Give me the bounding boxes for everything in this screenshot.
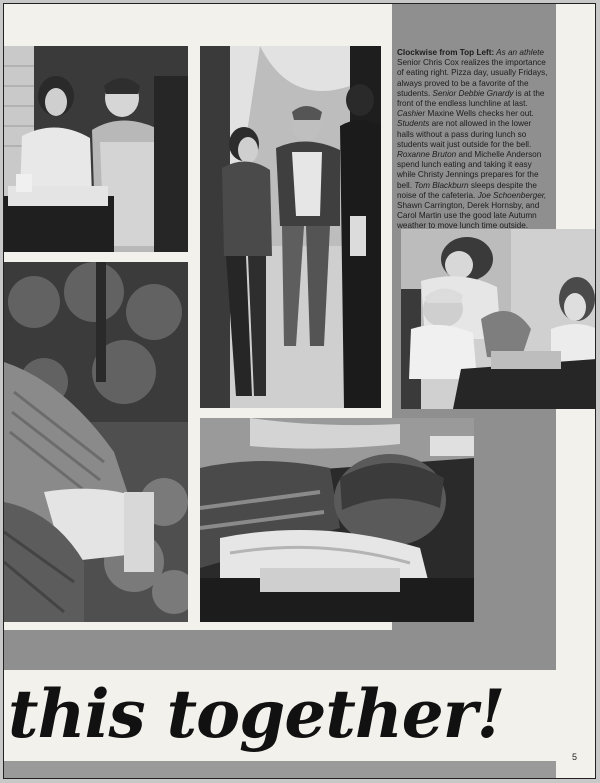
caption-segment: Roxanne Bruton bbox=[397, 150, 457, 160]
photo-doorway bbox=[200, 46, 381, 408]
photo-cafeteria-table bbox=[401, 229, 596, 409]
photo-caption bbox=[397, 48, 549, 232]
photo-outside-lunch bbox=[4, 262, 188, 622]
caption-segment: Students bbox=[397, 119, 430, 129]
yearbook-page bbox=[3, 3, 596, 779]
caption-segment: Maxine Wells checks her out. bbox=[425, 109, 534, 119]
caption-segment: Senior Chris Cox realizes the importance of eating right. Pizza day, usually Fridays, always proved to be a favorite of the students. bbox=[397, 58, 548, 98]
photo-lunchline bbox=[4, 46, 188, 252]
caption-segment: As an athlete bbox=[494, 48, 544, 57]
caption-segment: Cashier bbox=[397, 109, 426, 119]
caption-segment: are not allowed in the lower halls without a pass during lunch so students wait just outside for the bell. bbox=[397, 119, 532, 149]
page-headline: this together! bbox=[8, 675, 505, 753]
caption-segment: Tom Blackburn bbox=[414, 180, 469, 190]
page-number: 5 bbox=[572, 752, 578, 762]
caption-segment: Senior Debbie Gnardy bbox=[432, 88, 514, 98]
caption-segment: Joe Schoenberger, bbox=[477, 190, 547, 200]
caption-segment: Shawn Carrington, Derek Hornsby, and Carol Martin use the good late Autumn weather to move lunch time outside. bbox=[397, 201, 540, 231]
caption-heading: Clockwise from Top Left: bbox=[397, 48, 495, 57]
caption-segment: is at the front of the endless lunchline at last. bbox=[397, 88, 545, 109]
caption-segment: and Michelle Anderson spend lunch eating and taking it easy while Christy Jennings prepares for the bell. bbox=[397, 150, 542, 190]
caption-segment: sleeps despite the noise of the cafeteria. bbox=[397, 180, 537, 200]
photo-sleeping-student bbox=[200, 418, 474, 622]
